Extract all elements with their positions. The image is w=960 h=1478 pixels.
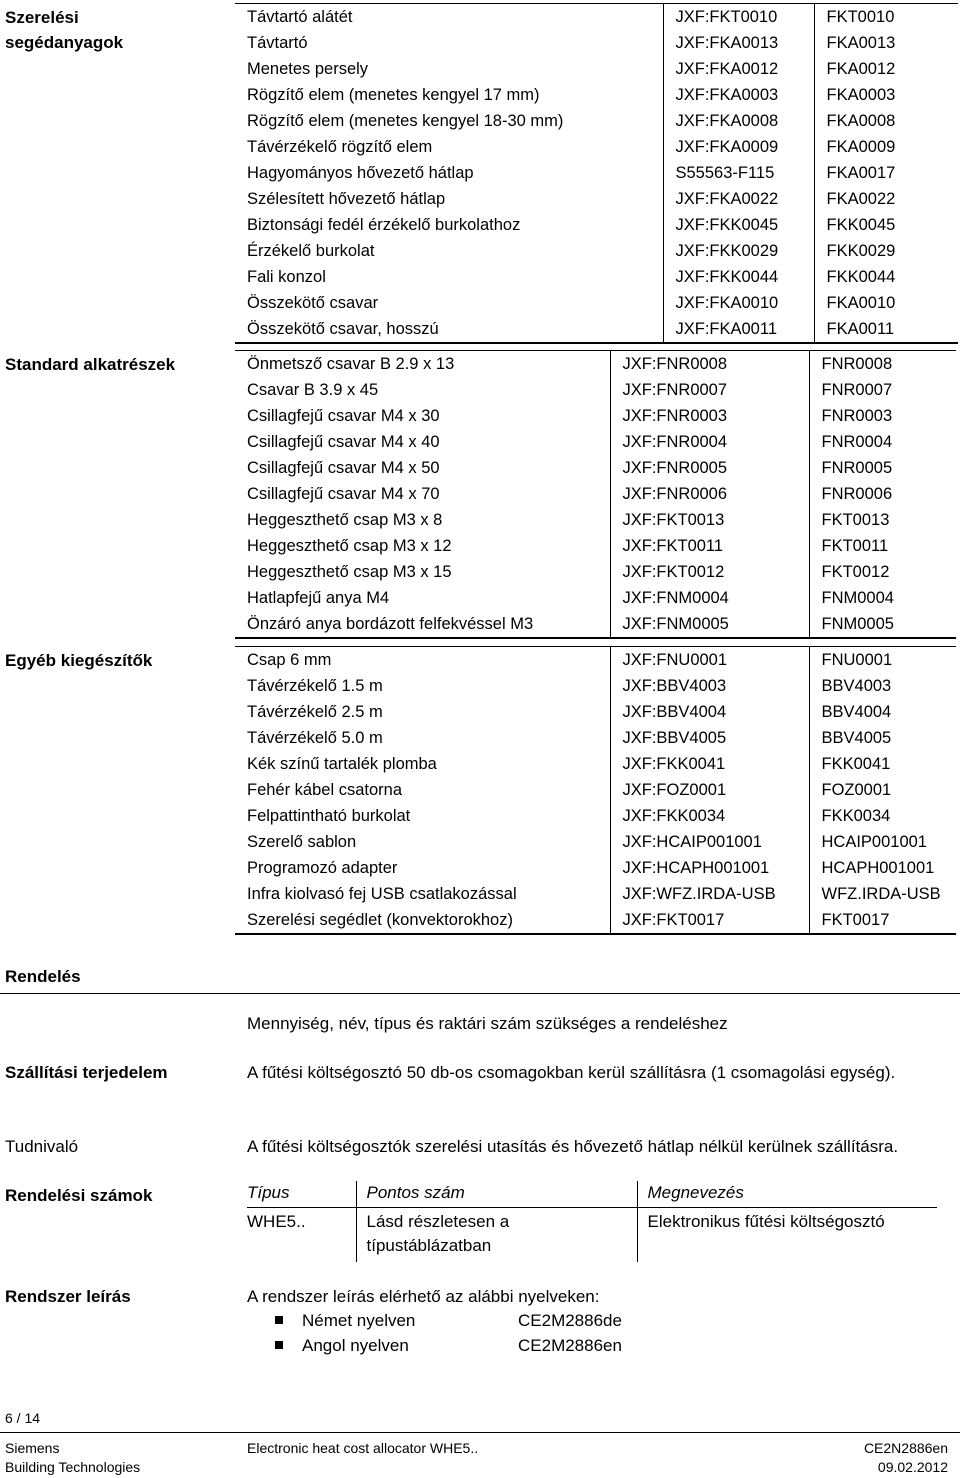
table-row: [235, 82, 958, 108]
part-code: FKA0017: [814, 160, 958, 186]
table-row: [235, 377, 956, 403]
footer-doc-title: Electronic heat cost allocator WHE5..: [247, 1440, 479, 1456]
table-row: [235, 264, 958, 290]
part-order-number: JXF:BBV4003: [610, 673, 809, 699]
page-number: 6 / 14: [5, 1410, 41, 1426]
part-name: Távérzékelő 2.5 m: [247, 703, 383, 721]
table-row: [235, 186, 958, 212]
table-row: [235, 238, 958, 264]
table-row: [235, 4, 958, 31]
part-order-number: JXF:FNR0005: [610, 455, 809, 481]
part-code: FKK0044: [814, 264, 958, 290]
note-text: A fűtési költségosztók szerelési utasítás és hővezető hátlap nélkül kerülnek szállításra.: [247, 1137, 899, 1156]
part-code: BBV4005: [809, 725, 956, 751]
part-name: Biztonsági fedél érzékelő burkolathoz: [247, 216, 521, 234]
section-title-installation-aids: Szerelési segédanyagok: [5, 8, 124, 52]
order-table-header: [247, 1181, 937, 1208]
part-code: WFZ.IRDA-USB: [809, 881, 956, 907]
table-row: [235, 559, 956, 585]
part-order-number: JXF:BBV4005: [610, 725, 809, 751]
part-name: Távtartó alátét: [235, 4, 663, 31]
part-code: BBV4004: [809, 699, 956, 725]
part-order-number: JXF:FKT0012: [610, 559, 809, 585]
table-row: [235, 429, 956, 455]
part-order-number: JXF:FKA0010: [663, 290, 814, 316]
part-name: Menetes persely: [247, 60, 369, 78]
part-code: FNR0007: [809, 377, 956, 403]
table-row: [235, 455, 956, 481]
order-name: Elektronikus fűtési költségosztó: [637, 1208, 937, 1263]
part-code: FNU0001: [809, 647, 956, 674]
bullet-icon: [275, 1316, 283, 1324]
part-code: FOZ0001: [809, 777, 956, 803]
part-order-number: JXF:FKT0011: [610, 533, 809, 559]
part-order-number: JXF:FKK0044: [663, 264, 814, 290]
part-code: FKA0011: [814, 316, 958, 343]
table-row: [235, 30, 958, 56]
section-title-standard-parts: Standard alkatrészek: [5, 355, 176, 374]
part-name: Távérzékelő rögzítő elem: [247, 138, 433, 156]
part-code: FKT0017: [809, 907, 956, 934]
part-name: Infra kiolvasó fej USB csatlakozással: [247, 885, 517, 903]
part-order-number: JXF:FKA0008: [663, 108, 814, 134]
part-order-number: JXF:FKK0029: [663, 238, 814, 264]
delivery-label: Szállítási terjedelem: [5, 1063, 168, 1082]
part-order-number: JXF:FKK0045: [663, 212, 814, 238]
part-order-number: JXF:WFZ.IRDA-USB: [610, 881, 809, 907]
part-name: Összekötő csavar, hosszú: [235, 316, 663, 343]
part-name: Heggeszthető csap M3 x 8: [247, 511, 443, 529]
table-row: [235, 585, 956, 611]
table-row: [235, 855, 956, 881]
order-col-type: Típus: [247, 1181, 356, 1208]
part-code: FNR0006: [809, 481, 956, 507]
table-row: [235, 829, 956, 855]
part-order-number: JXF:FKA0011: [663, 316, 814, 343]
part-code: FKT0011: [809, 533, 956, 559]
part-code: HCAIP001001: [809, 829, 956, 855]
part-name: Heggeszthető csap M3 x 15: [247, 563, 452, 581]
part-code: FKA0013: [814, 30, 958, 56]
order-number: Lásd részletesen a típustáblázatban: [356, 1208, 637, 1263]
part-name: Csillagfejű csavar M4 x 50: [247, 459, 440, 477]
table-row: [235, 881, 956, 907]
part-name: Felpattintható burkolat: [247, 807, 411, 825]
part-order-number: JXF:FOZ0001: [610, 777, 809, 803]
part-name: Csillagfejű csavar M4 x 70: [247, 485, 440, 503]
part-code: FKK0045: [814, 212, 958, 238]
table-row: [235, 290, 958, 316]
table-row: [235, 134, 958, 160]
part-code: FKT0010: [814, 4, 958, 31]
system-text: A rendszer leírás elérhető az alábbi nyelveken:: [247, 1287, 600, 1306]
part-name: Önzáró anya bordázott felfekvéssel M3: [235, 611, 610, 638]
part-code: FKT0013: [809, 507, 956, 533]
part-order-number: JXF:FNR0004: [610, 429, 809, 455]
part-name: Hagyományos hővezető hátlap: [247, 164, 474, 182]
part-name: Érzékelő burkolat: [247, 242, 375, 260]
delivery-text: A fűtési költségosztó 50 db-os csomagokban kerül szállításra (1 csomagolási egység).: [247, 1063, 896, 1082]
list-item: Angol nyelven CE2M2886en: [247, 1333, 622, 1358]
part-name: Távérzékelő 1.5 m: [247, 677, 383, 695]
table-row: [235, 212, 958, 238]
part-name: Csavar B 3.9 x 45: [247, 381, 379, 399]
part-name: Heggeszthető csap M3 x 12: [247, 537, 452, 555]
footer-doc-info: CE2N2886en 09.02.2012: [863, 1440, 948, 1475]
footer-company: Siemens Building Technologies: [5, 1440, 141, 1475]
part-name: Fehér kábel csatorna: [247, 781, 403, 799]
part-code: FNM0005: [809, 611, 956, 638]
part-order-number: JXF:FNU0001: [610, 647, 809, 674]
part-name: Csillagfejű csavar M4 x 40: [247, 433, 440, 451]
table-row: [235, 803, 956, 829]
table-row: [235, 673, 956, 699]
table-row: [235, 725, 956, 751]
section-title-other-accessories: Egyéb kiegészítők: [5, 651, 153, 670]
table-row: [235, 699, 956, 725]
part-order-number: JXF:BBV4004: [610, 699, 809, 725]
part-order-number: JXF:FNR0008: [610, 351, 809, 378]
footer-divider: [0, 1432, 960, 1433]
table-row: [235, 611, 956, 638]
list-item: Német nyelven CE2M2886de: [247, 1308, 622, 1333]
part-name: Rögzítő elem (menetes kengyel 18-30 mm): [247, 112, 564, 130]
other-accessories-table: [235, 646, 956, 935]
order-type: WHE5..: [247, 1212, 306, 1231]
part-order-number: JXF:FKK0041: [610, 751, 809, 777]
part-name: Csillagfejű csavar M4 x 30: [247, 407, 440, 425]
part-code: FKA0012: [814, 56, 958, 82]
part-order-number: JXF:FKT0017: [610, 907, 809, 934]
table-row: [235, 751, 956, 777]
part-code: FKA0022: [814, 186, 958, 212]
table-row: [235, 56, 958, 82]
part-code: FKK0034: [809, 803, 956, 829]
part-code: FNR0003: [809, 403, 956, 429]
part-code: FNR0004: [809, 429, 956, 455]
ordering-divider: [0, 993, 960, 994]
part-order-number: JXF:FNR0003: [610, 403, 809, 429]
ordering-heading: Rendelés: [5, 967, 81, 986]
part-order-number: JXF:FNM0004: [610, 585, 809, 611]
part-code: FKK0029: [814, 238, 958, 264]
order-numbers-label: Rendelési számok: [5, 1186, 153, 1205]
table-row: [235, 108, 958, 134]
part-code: FNR0008: [809, 351, 956, 378]
system-label: Rendszer leírás: [5, 1287, 131, 1306]
part-code: FKA0009: [814, 134, 958, 160]
order-numbers-table: [247, 1181, 937, 1262]
part-order-number: JXF:FKT0013: [610, 507, 809, 533]
part-name: Programozó adapter: [247, 859, 398, 877]
part-order-number: JXF:HCAPH001001: [610, 855, 809, 881]
table-row: [235, 647, 956, 674]
part-code: FKT0012: [809, 559, 956, 585]
part-code: FNR0005: [809, 455, 956, 481]
part-code: FNM0004: [809, 585, 956, 611]
part-name: Kék színű tartalék plomba: [247, 755, 437, 773]
part-order-number: JXF:FNM0005: [610, 611, 809, 638]
order-col-number: Pontos szám: [356, 1181, 637, 1208]
table-row: [235, 533, 956, 559]
table-row: [235, 907, 956, 934]
table-row: [235, 351, 956, 378]
table-row: [235, 403, 956, 429]
part-code: BBV4003: [809, 673, 956, 699]
table-row: [235, 160, 958, 186]
part-code: FKA0008: [814, 108, 958, 134]
installation-aids-table: [235, 3, 958, 344]
bullet-icon: [275, 1341, 283, 1349]
standard-parts-table: [235, 350, 956, 639]
language-list: [247, 1308, 622, 1358]
table-row: [235, 316, 958, 343]
order-table-row: [247, 1208, 937, 1263]
part-name: Önmetsző csavar B 2.9 x 13: [235, 351, 610, 378]
part-order-number: JXF:FKA0013: [663, 30, 814, 56]
part-code: FKK0041: [809, 751, 956, 777]
part-order-number: JXF:FKA0022: [663, 186, 814, 212]
part-order-number: JXF:FKT0010: [663, 4, 814, 31]
part-order-number: JXF:FKA0012: [663, 56, 814, 82]
part-order-number: JXF:FNR0006: [610, 481, 809, 507]
part-name: Szélesített hővezető hátlap: [247, 190, 446, 208]
part-code: FKA0010: [814, 290, 958, 316]
part-name: Szerelési segédlet (konvektorokhoz): [235, 907, 610, 934]
part-name: Távérzékelő 5.0 m: [247, 729, 383, 747]
part-name: Hatlapfejű anya M4: [247, 589, 390, 607]
part-order-number: JXF:FKA0009: [663, 134, 814, 160]
order-col-name: Megnevezés: [637, 1181, 937, 1208]
part-name: Rögzítő elem (menetes kengyel 17 mm): [247, 86, 540, 104]
table-row: [235, 481, 956, 507]
part-name: Fali konzol: [247, 268, 326, 286]
table-row: [235, 507, 956, 533]
part-order-number: JXF:FNR0007: [610, 377, 809, 403]
part-name: Összekötő csavar: [247, 294, 379, 312]
part-order-number: JXF:FKA0003: [663, 82, 814, 108]
part-code: FKA0003: [814, 82, 958, 108]
part-code: HCAPH001001: [809, 855, 956, 881]
note-label: Tudnivaló: [5, 1137, 79, 1156]
part-order-number: JXF:FKK0034: [610, 803, 809, 829]
table-row: [235, 777, 956, 803]
part-order-number: S55563-F115: [663, 160, 814, 186]
part-name: Csap 6 mm: [235, 647, 610, 674]
part-name: Távtartó: [247, 34, 308, 52]
part-order-number: JXF:HCAIP001001: [610, 829, 809, 855]
ordering-intro: Mennyiség, név, típus és raktári szám szükséges a rendeléshez: [247, 1014, 728, 1033]
part-name: Szerelő sablon: [247, 833, 357, 851]
